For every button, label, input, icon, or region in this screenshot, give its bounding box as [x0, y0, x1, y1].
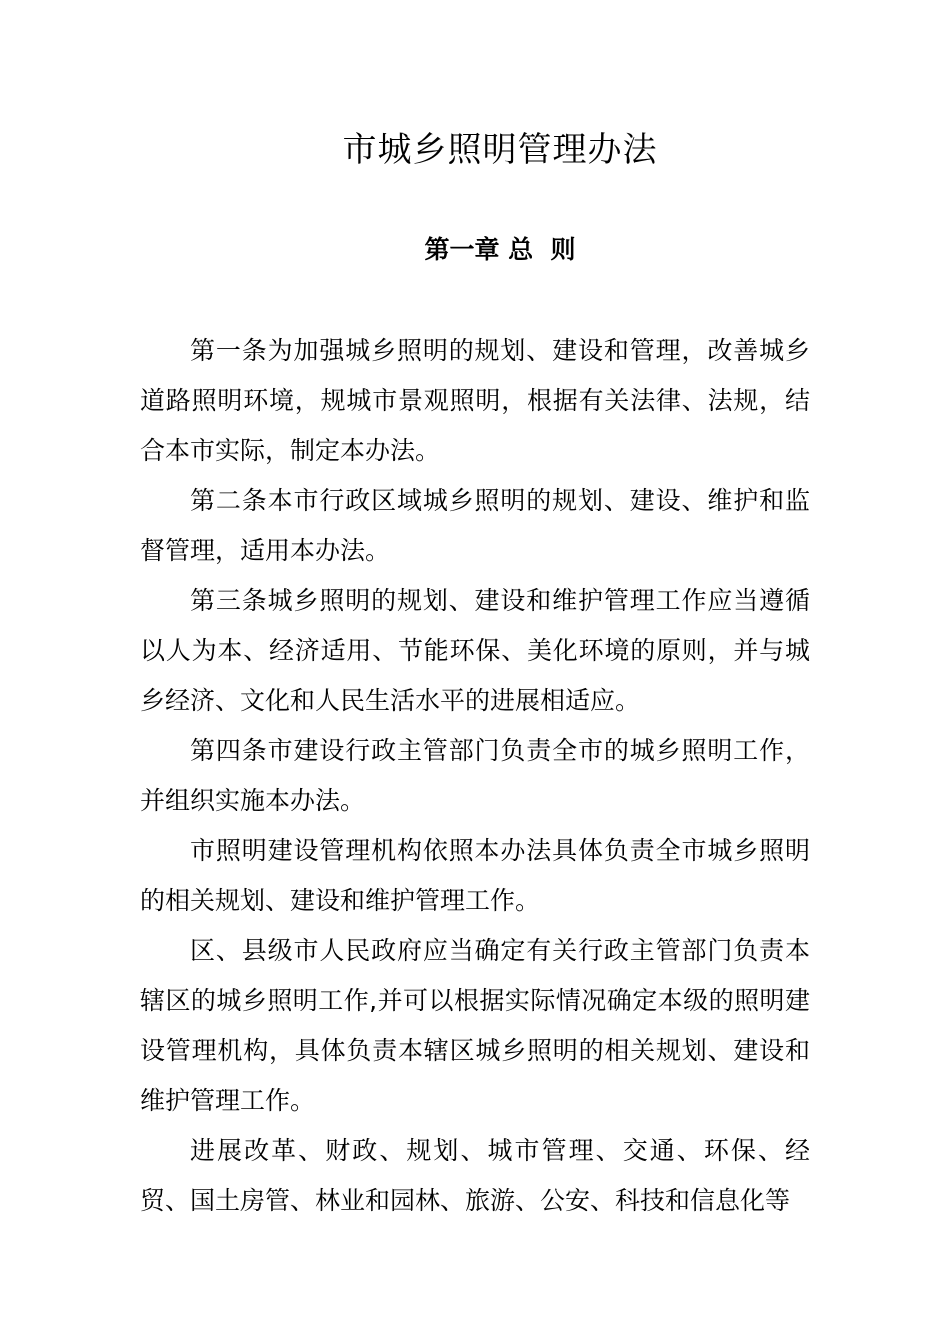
paragraph-district-government: 区、县级市人民政府应当确定有关行政主管部门负责本辖区的城乡照明工作,并可以根据实际情况确定本级的照明建设管理机构，具体负责本辖区城乡照明的相关规划、建设和维护管理工作。: [140, 936, 810, 1115]
document-title: 市城乡照明管理办法: [342, 130, 658, 170]
paragraph-related-departments: 进展改革、财政、规划、城市管理、交通、环保、经贸、国土房管、林业和园林、旅游、公安、科技和信息化等: [140, 1136, 810, 1215]
document-body: [140, 326, 810, 1226]
paragraph-article-1: 第一条为加强城乡照明的规划、建设和管理，改善城乡道路照明环境，规城市景观照明，根据有关法律、法规，结合本市实际，制定本办法。: [140, 336, 810, 465]
paragraph-article-3: 第三条城乡照明的规划、建设和维护管理工作应当遵循以人为本、经济适用、节能环保、美化环境的原则，并与城乡经济、文化和人民生活水平的进展相适应。: [140, 586, 810, 715]
paragraph-article-4: 第四条市建设行政主管部门负责全市的城乡照明工作，并组织实施本办法。: [140, 736, 810, 815]
paragraph-lighting-agency: 市照明建设管理机构依照本办法具体负责全市城乡照明的相关规划、建设和维护管理工作。: [140, 836, 810, 915]
chapter-heading: 第一章 总 则: [424, 235, 576, 264]
paragraph-article-2: 第二条本市行政区域城乡照明的规划、建设、维护和监督管理，适用本办法。: [140, 486, 810, 565]
